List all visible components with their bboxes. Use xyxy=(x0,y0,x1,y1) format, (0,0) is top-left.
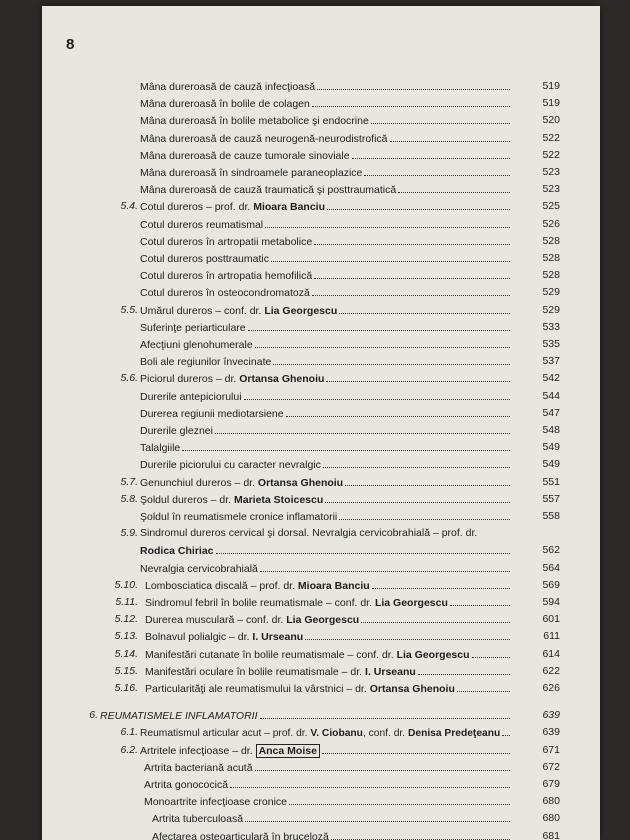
toc-entry xyxy=(42,198,600,214)
toc-entry xyxy=(42,577,600,593)
toc-entry-title xyxy=(140,182,396,198)
toc-entry xyxy=(42,336,600,352)
toc-entry-page: 537 xyxy=(542,355,560,368)
toc-entry xyxy=(42,370,600,386)
toc-entry-text: Talalgiile xyxy=(140,442,181,455)
toc-entry-author: Ortansa Ghenoiu xyxy=(369,683,455,695)
toc-entry-page: 542 xyxy=(542,372,560,385)
toc-entry-text: Mâna dureroasă de cauză neurogenă-neurodistrofică xyxy=(140,132,388,145)
page-number: 8 xyxy=(66,36,75,53)
toc-leader-dots xyxy=(260,560,510,572)
toc-entry-page: 557 xyxy=(542,492,560,505)
toc-entry xyxy=(42,302,600,318)
toc-entry-title xyxy=(152,829,329,840)
toc-entry xyxy=(42,474,600,490)
toc-entry-author: Marieta Stoicescu xyxy=(233,493,324,506)
toc-leader-dots xyxy=(418,663,510,675)
toc-entry xyxy=(42,353,600,369)
toc-leader-dots xyxy=(352,147,510,159)
toc-entry-title xyxy=(145,629,303,645)
toc-entry xyxy=(42,759,600,775)
toc-entry-author: Lia Georgescu xyxy=(396,648,470,661)
toc-entry-title xyxy=(145,664,416,680)
toc-entry-page: 569 xyxy=(542,578,560,591)
toc-entry-author: V. Ciobanu xyxy=(310,728,363,740)
toc-entry-page: 520 xyxy=(542,114,560,127)
toc-entry-title xyxy=(140,199,325,215)
toc-entry xyxy=(42,646,600,662)
toc-entry-text: Şoldul dureros – dr. xyxy=(140,493,232,506)
toc-leader-dots xyxy=(271,250,510,262)
toc-entry xyxy=(42,284,600,300)
toc-leader-dots xyxy=(260,707,510,719)
toc-leader-dots xyxy=(230,776,510,788)
toc-entry-title xyxy=(140,79,315,95)
toc-entry-page: 548 xyxy=(542,424,560,436)
toc-entry-title xyxy=(140,389,242,405)
toc-entry-page: 551 xyxy=(542,475,560,488)
toc-entry-page: 535 xyxy=(542,338,560,350)
toc-entry xyxy=(42,78,600,94)
toc-leader-dots xyxy=(472,646,510,658)
toc-entry-page: 558 xyxy=(542,510,560,522)
toc-entry xyxy=(42,508,600,524)
toc-entry-title xyxy=(140,423,213,439)
toc-entry-text: Mâna dureroasă în bolile de colagen xyxy=(140,98,310,111)
toc-entry xyxy=(42,147,600,163)
toc-leader-dots xyxy=(323,456,510,468)
toc-leader-dots xyxy=(502,724,510,736)
toc-entry-page: 519 xyxy=(542,97,560,110)
toc-entry-number: 5.5. xyxy=(120,303,138,316)
toc-leader-dots xyxy=(216,542,510,554)
toc-entry xyxy=(42,663,600,679)
toc-entry-page: 681 xyxy=(542,829,560,840)
toc-leader-dots xyxy=(364,164,510,176)
toc-entry-page: 528 xyxy=(542,269,560,282)
toc-entry xyxy=(42,525,600,541)
toc-entry xyxy=(42,439,600,455)
toc-entry-text: Genunchiul dureros – dr. xyxy=(140,476,255,489)
toc-entry-text: Mâna dureroasă în sindroamele paraneoplazice xyxy=(140,167,363,179)
toc-entry xyxy=(42,491,600,507)
toc-entry-text: Artrita gonococică xyxy=(144,779,229,791)
toc-leader-dots xyxy=(317,78,510,90)
toc-entry xyxy=(42,112,600,128)
toc-entry-text: Suferinţe periarticulare xyxy=(140,321,246,334)
toc-entry-text: Durerile gleznei xyxy=(140,425,213,437)
toc-entry xyxy=(42,628,600,644)
toc-entry-text: Boli ale regiunilor învecinate xyxy=(140,356,272,369)
toc-entry xyxy=(42,130,600,146)
toc-entry-page: 639 xyxy=(542,726,560,739)
toc-entry-number: 6.2. xyxy=(120,743,138,756)
toc-entry-number: 5.15. xyxy=(114,664,138,677)
toc-entry xyxy=(42,560,600,576)
toc-entry xyxy=(42,828,600,840)
toc-entry-text: Cotul dureros în osteocondromatoză xyxy=(140,287,310,300)
toc-leader-dots xyxy=(339,302,510,314)
toc-entry-text: Durerile piciorului cu caracter nevralgic xyxy=(140,459,321,472)
toc-entry xyxy=(42,405,600,421)
toc-entry-number: 6. xyxy=(89,709,98,722)
toc-entry-page: 533 xyxy=(542,320,560,333)
toc-entry-page: 523 xyxy=(542,183,560,196)
toc-entry-number: 6.1. xyxy=(120,726,138,739)
toc-entry-text: Mâna dureroasă de cauză traumatică şi posttraumatică xyxy=(140,184,397,197)
toc-entry-title xyxy=(140,543,214,559)
toc-entry-number: 5.8. xyxy=(120,492,138,505)
toc-entry-text: Artrita tuberculoasă xyxy=(152,813,244,826)
toc-leader-dots xyxy=(182,439,510,451)
toc-entry-text: Cotul dureros în artropatii metabolice xyxy=(140,235,313,248)
toc-leader-dots xyxy=(245,810,510,822)
toc-entry xyxy=(42,250,600,266)
toc-entry xyxy=(42,456,600,472)
toc-entry-page: 626 xyxy=(542,682,560,694)
toc-entry-author: Rodica Chiriac xyxy=(140,545,214,558)
toc-entry-page: 525 xyxy=(542,200,560,213)
toc-entry-text-mid: , conf. dr. xyxy=(362,728,406,740)
toc-entry-page: 522 xyxy=(542,131,560,144)
toc-entry xyxy=(42,776,600,792)
toc-leader-dots xyxy=(372,577,510,589)
toc-entry-page: 529 xyxy=(542,303,560,316)
toc-entry-number: 5.16. xyxy=(114,682,138,694)
toc-entry-text: Artrita bacteriană acută xyxy=(144,761,253,774)
toc-entry-text: Sindromul dureros cervical şi dorsal. Nevralgia cervicobrahială – prof. dr. xyxy=(140,527,478,540)
toc-entry-title xyxy=(140,234,312,250)
toc-entry-page: 549 xyxy=(542,441,560,454)
toc-entry-title xyxy=(140,113,369,129)
toc-entry xyxy=(42,233,600,249)
toc-entry-text: Nevralgia cervicobrahială xyxy=(140,562,258,575)
toc-entry-page: 528 xyxy=(542,252,560,264)
toc-entry-text: Durerile antepiciorului xyxy=(140,390,242,403)
toc-leader-dots xyxy=(390,130,511,142)
toc-entry-text: Piciorul dureros – dr. xyxy=(140,373,237,386)
toc-entry-page: 680 xyxy=(542,812,560,825)
toc-leader-dots xyxy=(215,422,510,434)
toc-leader-dots xyxy=(286,405,510,417)
toc-entry-text: Mâna dureroasă de cauză infecţioasă xyxy=(140,81,316,93)
toc-entry-title xyxy=(140,509,337,525)
toc-entry-page: 528 xyxy=(542,234,560,247)
toc-entry-title xyxy=(140,148,350,164)
toc-entry-page: 564 xyxy=(542,561,560,574)
table-of-contents xyxy=(42,6,600,840)
toc-leader-dots xyxy=(339,508,510,520)
toc-entry xyxy=(42,319,600,335)
toc-entry-text: Mâna dureroasă de cauze tumorale sinoviale xyxy=(140,149,350,162)
toc-entry-number: 5.9. xyxy=(120,527,138,540)
toc-entry-page: 672 xyxy=(542,760,560,773)
toc-entry-title xyxy=(140,131,388,147)
toc-entry-title xyxy=(140,285,310,301)
toc-entry-title xyxy=(140,492,323,508)
toc-entry-title xyxy=(140,561,258,577)
toc-entry xyxy=(42,95,600,111)
toc-entry-author: Mioara Banciu xyxy=(253,201,326,214)
toc-entry-page: 679 xyxy=(542,778,560,790)
toc-entry xyxy=(42,742,600,758)
toc-entry-text: Umărul dureros – conf. dr. xyxy=(140,304,262,317)
toc-entry-number: 5.11. xyxy=(115,596,138,608)
toc-entry-text: Bolnavul polialgic – dr. xyxy=(145,631,250,644)
toc-entry-title xyxy=(140,726,500,742)
toc-entry-title xyxy=(144,777,228,793)
toc-entry xyxy=(42,267,600,283)
toc-entry-page: 639 xyxy=(542,709,560,722)
toc-leader-dots xyxy=(327,198,510,210)
toc-entry-text: Durerea musculară – conf. dr. xyxy=(145,614,284,627)
toc-leader-dots xyxy=(312,95,510,107)
toc-entry-title xyxy=(140,354,271,370)
toc-leader-dots xyxy=(326,370,510,382)
toc-entry-text: Manifestări oculare în bolile reumatismale – dr. xyxy=(145,665,363,678)
toc-leader-dots xyxy=(255,336,510,348)
toc-entry-author: Ortansa Ghenoiu xyxy=(239,373,325,386)
toc-entry-text: Mâna dureroasă în bolile metabolice şi endocrine xyxy=(140,115,369,128)
toc-entry-author: Lia Georgescu xyxy=(286,614,360,627)
toc-entry-page: 523 xyxy=(542,166,560,178)
toc-entry-author: Mioara Banciu xyxy=(297,579,370,592)
toc-entry-text: Afecţiuni glenohumerale xyxy=(140,339,253,351)
toc-entry xyxy=(42,594,600,610)
book-page xyxy=(42,6,600,840)
toc-entry-page: 529 xyxy=(542,286,560,299)
toc-entry-title xyxy=(140,268,312,284)
toc-entry-page: 601 xyxy=(542,613,560,626)
toc-entry-page: 547 xyxy=(542,406,560,419)
toc-entry-title xyxy=(140,165,362,181)
toc-entry-text: Cotul dureros reumatismal xyxy=(140,218,264,231)
toc-leader-dots xyxy=(289,793,510,805)
toc-entry-text: Cotul dureros – prof. dr. xyxy=(140,201,251,214)
toc-leader-dots xyxy=(398,181,510,193)
toc-entry-author: Lia Georgescu xyxy=(264,304,338,317)
toc-entry-number: 5.6. xyxy=(120,372,138,385)
toc-entry-author: I. Urseanu xyxy=(365,665,416,678)
toc-entry-title xyxy=(140,457,321,473)
toc-entry-title xyxy=(140,217,263,233)
toc-leader-dots xyxy=(345,474,510,486)
toc-entry-title xyxy=(140,440,180,456)
toc-entry-number: 5.13. xyxy=(114,630,138,643)
toc-entry-text: Durerea regiunii mediotarsiene xyxy=(140,407,284,420)
toc-leader-dots xyxy=(314,233,510,245)
toc-entry-title xyxy=(140,406,284,422)
toc-entry-title xyxy=(145,578,370,594)
toc-entry-text: Sindromul febril în bolile reumatismale – conf. dr. xyxy=(145,597,373,609)
toc-leader-dots xyxy=(314,267,510,279)
toc-leader-dots xyxy=(361,611,510,623)
toc-leader-dots xyxy=(265,216,510,228)
toc-entry-text: Monoartrite infecţioase cronice xyxy=(144,796,287,809)
toc-leader-dots xyxy=(322,742,510,754)
toc-entry-text: Cotul dureros posttraumatic xyxy=(140,253,269,265)
toc-entry xyxy=(42,680,600,696)
toc-entry-title xyxy=(140,371,324,387)
toc-entry-page: 614 xyxy=(542,647,560,660)
toc-leader-dots xyxy=(312,284,510,296)
toc-entry-page: 544 xyxy=(542,389,560,402)
toc-entry-text: Particularităţi ale reumatismului la vârstnici – dr. xyxy=(145,683,367,695)
toc-leader-dots xyxy=(371,112,510,124)
toc-entry-title xyxy=(152,811,243,827)
toc-entry-text: Artritele infecţioase – dr. xyxy=(140,744,253,757)
toc-entry-title xyxy=(145,681,455,697)
toc-entry-title xyxy=(140,525,477,541)
toc-entry-title xyxy=(140,251,269,267)
toc-entry-text: Şoldul în reumatismele cronice inflamatorii xyxy=(140,511,338,523)
toc-entry-text: Manifestări cutanate în bolile reumatismale – conf. dr. xyxy=(145,648,394,661)
toc-entry-text: Lombosciatica discală – prof. dr. xyxy=(145,579,295,592)
toc-entry-title xyxy=(145,647,470,663)
toc-entry-title xyxy=(140,320,246,336)
toc-entry-number: 5.12. xyxy=(114,613,138,626)
toc-leader-dots xyxy=(450,594,510,606)
toc-entry-text: Afectarea osteoarticulară în bruceloză xyxy=(152,830,329,840)
toc-entry xyxy=(42,793,600,809)
toc-entry-title xyxy=(140,303,337,319)
toc-entry-text: REUMATISMELE INFLAMATORII xyxy=(100,710,258,723)
toc-entry xyxy=(42,542,600,558)
toc-entry-page: 671 xyxy=(542,743,560,756)
toc-leader-dots xyxy=(325,491,510,503)
toc-entry-title xyxy=(145,595,448,611)
toc-entry-title xyxy=(140,96,310,112)
toc-entry-number: 5.10. xyxy=(114,578,138,591)
toc-entry xyxy=(42,388,600,404)
toc-entry-page: 526 xyxy=(542,217,560,230)
toc-entry xyxy=(42,164,600,180)
toc-entry-number: 5.14. xyxy=(114,647,138,660)
toc-entry xyxy=(42,611,600,627)
toc-entry-title xyxy=(100,708,258,724)
toc-entry-page: 622 xyxy=(542,664,560,677)
toc-entry-page: 594 xyxy=(542,596,560,608)
toc-leader-dots xyxy=(273,353,510,365)
toc-leader-dots xyxy=(248,319,510,331)
toc-entry-text: Cotul dureros în artropatia hemofilică xyxy=(140,270,313,283)
toc-entry-page: 562 xyxy=(542,544,560,557)
toc-entry-text: Reumatismul articular acut – prof. dr. xyxy=(140,728,308,740)
toc-leader-dots xyxy=(331,828,510,840)
toc-entry-page: 611 xyxy=(543,630,560,643)
toc-entry-page: 549 xyxy=(542,458,560,471)
toc-entry-number: 5.7. xyxy=(120,475,138,488)
toc-entry-author: Anca Moise xyxy=(256,744,320,758)
toc-entry-author: I. Urseanu xyxy=(252,631,304,644)
toc-entry xyxy=(42,810,600,826)
toc-leader-dots xyxy=(244,388,510,400)
toc-entry-title xyxy=(140,337,253,353)
toc-entry-number: 5.4. xyxy=(120,200,138,213)
toc-entry-title xyxy=(145,612,359,628)
toc-entry-page: 519 xyxy=(542,80,560,92)
toc-leader-dots xyxy=(305,628,510,640)
toc-leader-dots xyxy=(255,759,510,771)
toc-entry-title xyxy=(140,743,320,759)
toc-leader-dots xyxy=(457,680,510,692)
toc-entry xyxy=(42,422,600,438)
toc-entry-author: Lia Georgescu xyxy=(374,597,448,609)
toc-entry-title xyxy=(144,760,253,776)
toc-entry xyxy=(42,724,600,740)
toc-entry-author: Ortansa Ghenoiu xyxy=(257,476,344,489)
toc-entry-title xyxy=(140,475,343,491)
toc-entry xyxy=(42,181,600,197)
toc-entry-page: 680 xyxy=(542,795,560,808)
toc-entry-title xyxy=(144,794,287,810)
toc-entry xyxy=(42,707,600,723)
toc-entry xyxy=(42,216,600,232)
toc-entry-page: 522 xyxy=(542,148,560,161)
toc-entry-author-2: Denisa Predeţeanu xyxy=(407,728,501,740)
